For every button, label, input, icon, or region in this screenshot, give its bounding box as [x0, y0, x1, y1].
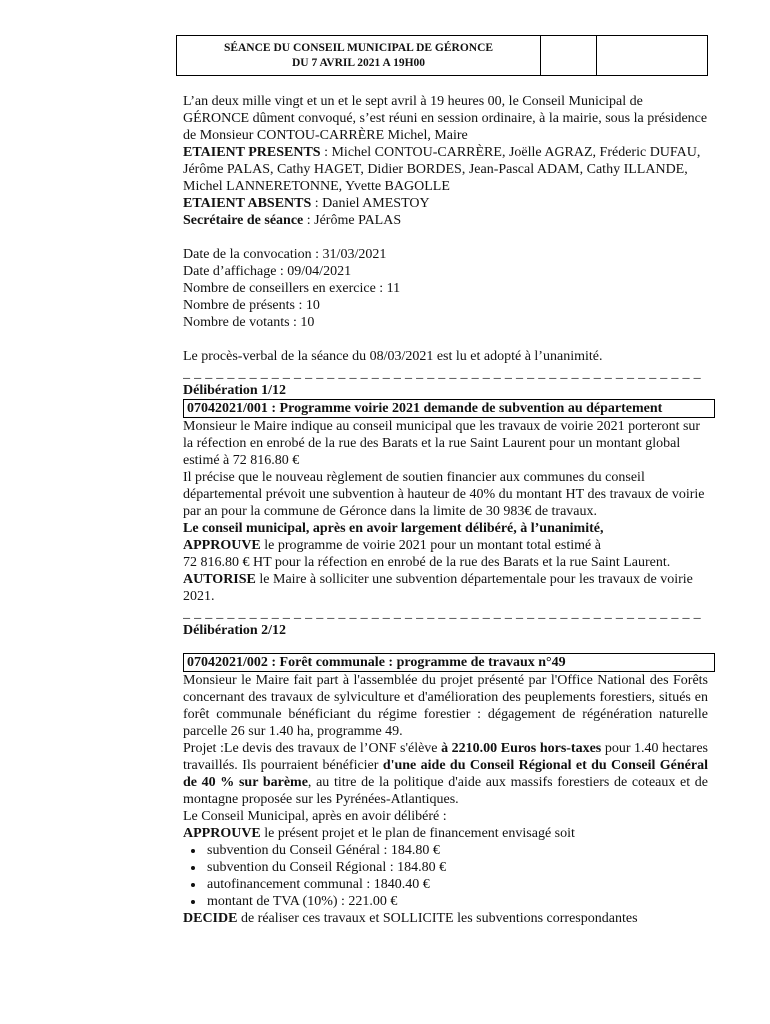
- list-item: • subvention du Conseil Général : 184.80 €: [205, 842, 708, 859]
- presents-label: ETAIENT PRESENTS: [183, 145, 321, 160]
- presents-count: Nombre de présents : 10: [183, 298, 320, 313]
- header-table: [176, 35, 708, 76]
- document-body: [183, 93, 708, 927]
- list-item: • autofinancement communal : 1840.40 €: [205, 876, 708, 893]
- list-item: • subvention du Conseil Régional : 184.80 €: [205, 859, 708, 876]
- absents-line: [183, 195, 708, 212]
- deliberation-1-autorise: AUTORISE le Maire à solliciter une subvention départementale pour les travaux de voirie 2021.: [183, 572, 693, 604]
- deliberation-2-decide: DECIDE de réaliser ces travaux et SOLLICITE les subventions correspondantes: [183, 911, 638, 926]
- separator: _ _ _ _ _ _ _ _ _ _ _ _ _ _ _ _ _ _ _ _ _ _ _ _ _ _ _ _ _ _ _ _ _ _ _ _ _ _ _ _ _ _ _ _ _ _ _: [183, 366, 701, 381]
- deliberation-1-p2: Il précise que le nouveau règlement de soutien financier aux communes du conseil départemental prévoit une subvention à hauteur de 40% du montant HT des travaux de voirie par an pour la commune de Géronce dans la limite de 30 983€ de travaux.: [183, 470, 705, 519]
- absents-label: ETAIENT ABSENTS: [183, 196, 312, 211]
- intro-paragraph: L’an deux mille vingt et un et le sept avril à 19 heures 00, le Conseil Municipal de GÉRONCE dûment convoqué, s’est réuni en session ordinaire, à la mairie, sous la présidence de Monsieur CONTOU-CARRÈRE Michel, Maire: [183, 94, 708, 143]
- header-empty-cell: [541, 36, 597, 75]
- convocation-date: Date de la convocation : 31/03/2021: [183, 247, 387, 262]
- secretaire-line: [183, 212, 708, 229]
- deliberation-1-approuve-detail: 72 816.80 € HT pour la réfection en enrobé de la rue des Barats et la rue Saint Laurent.: [183, 555, 671, 570]
- conseillers-count: Nombre de conseillers en exercice : 11: [183, 281, 401, 296]
- header-empty-cell: [597, 36, 707, 75]
- secretaire-text: : Jérôme PALAS: [303, 213, 402, 228]
- pv-adoption: Le procès-verbal de la séance du 08/03/2021 est lu et adopté à l’unanimité.: [183, 349, 603, 364]
- secretaire-label: Secrétaire de séance: [183, 213, 304, 228]
- approuve-label: APPROUVE: [183, 826, 261, 841]
- affichage-date: Date d’affichage : 09/04/2021: [183, 264, 352, 279]
- separator: _ _ _ _ _ _ _ _ _ _ _ _ _ _ _ _ _ _ _ _ _ _ _ _ _ _ _ _ _ _ _ _ _ _ _ _ _ _ _ _ _ _ _ _ _ _ _: [183, 606, 701, 621]
- presents-line: [183, 144, 708, 195]
- session-title: [177, 36, 541, 75]
- deliberation-1-p1: Monsieur le Maire indique au conseil municipal que les travaux de voirie 2021 porteront sur la réfection en enrobé de la rue des Barats et la rue Saint Laurent pour un montant global estimé à 72 816.80 €: [183, 419, 701, 468]
- deliberation-2-p1: Monsieur le Maire fait part à l'assemblée du projet présenté par l'Office National des Forêts concernant des travaux de sylviculture et d'amélioration des peuplements forestiers, situés en forêt communale bénéficiant du régime forestier : dégagement de régénération naturelle parcelle 26 sur 1.40 ha, programme 49.: [183, 673, 708, 739]
- list-item: • montant de TVA (10%) : 221.00 €: [205, 893, 708, 910]
- approuve-label: APPROUVE: [183, 538, 261, 553]
- deliberation-2-approuve: APPROUVE le présent projet et le plan de financement envisagé soit: [183, 826, 575, 841]
- deliberation-2-p3: Le Conseil Municipal, après en avoir délibéré :: [183, 809, 447, 824]
- deliberation-2-heading: Délibération 2/12: [183, 623, 287, 638]
- presents-text: : Michel CONTOU-CARRÈRE, Joëlle AGRAZ, Fréderic DUFAU, Jérôme PALAS, Cathy HAGET, Didier BORDES, Jean-Pascal ADAM, Cathy ILLANDE, Michel LANNERETONNE, Yvette BAGOLLE: [183, 145, 701, 194]
- session-title-line2: DU 7 AVRIL 2021 A 19H00: [291, 56, 426, 69]
- decide-label: DECIDE: [183, 911, 238, 926]
- deliberation-1-approuve: APPROUVE le programme de voirie 2021 pour un montant total estimé à: [183, 538, 601, 553]
- deliberation-1-heading: Délibération 1/12: [183, 383, 287, 398]
- votants-count: Nombre de votants : 10: [183, 315, 315, 330]
- financing-list: [183, 842, 708, 910]
- deliberation-2-title: 07042021/002 : Forêt communale : programme de travaux n°49: [183, 653, 715, 672]
- autorise-label: AUTORISE: [183, 572, 256, 587]
- absents-text: : Daniel AMESTOY: [311, 196, 430, 211]
- deliberation-1-decision: Le conseil municipal, après en avoir largement délibéré, à l’unanimité,: [183, 521, 604, 536]
- deliberation-1-title: 07042021/001 : Programme voirie 2021 demande de subvention au département: [183, 399, 715, 418]
- session-title-line1: SÉANCE DU CONSEIL MUNICIPAL DE GÉRONCE: [223, 41, 494, 54]
- deliberation-2-p2: Projet :Le devis des travaux de l’ONF s'élève à 2210.00 Euros hors-taxes pour 1.40 hectares travaillés. Ils pourraient bénéficier d'une aide du Conseil Régional et du Conseil Général de 40 % sur barème, au titre de la politique d'aide aux massifs forestiers de coteaux et de montagne proposée sur les Pyrénées-Atlantiques.: [183, 741, 708, 807]
